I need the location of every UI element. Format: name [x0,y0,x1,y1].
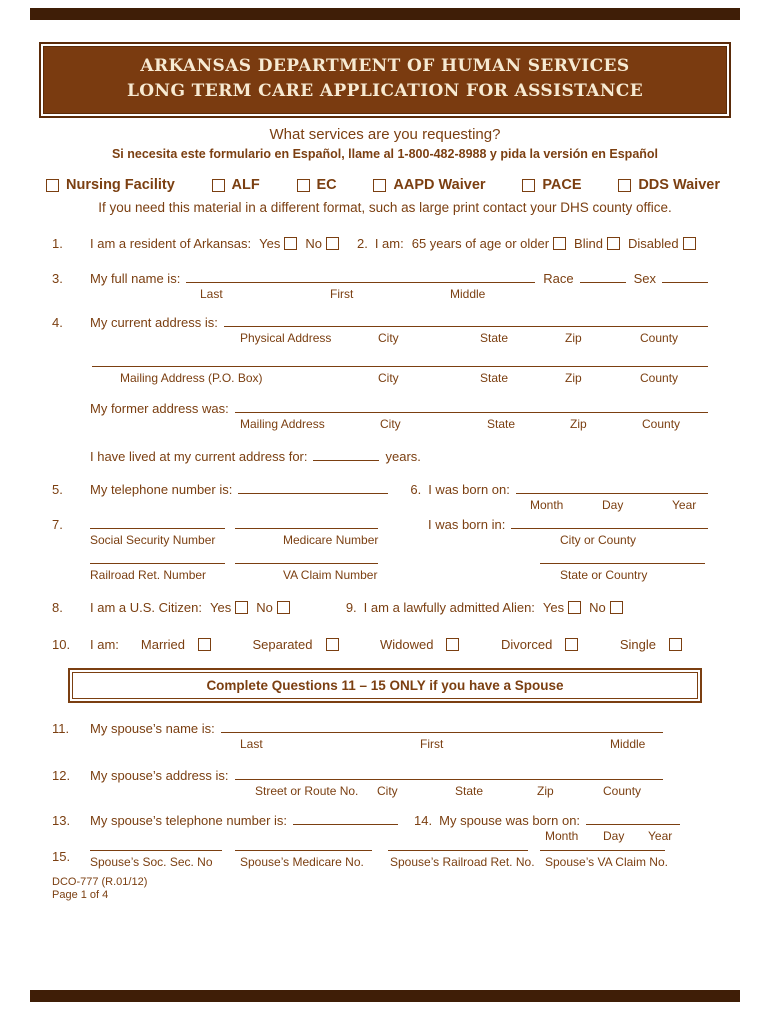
q3-text: My full name is: [90,271,181,286]
label-state: State [480,371,509,385]
label-zip: Zip [565,331,582,345]
label-medicare-number: Medicare Number [283,533,379,547]
form-header-inner [43,46,727,114]
label-spouse-ssn: Spouse’s Soc. Sec. No [90,855,213,869]
service-nursing-facility [46,177,175,193]
q14-number: 14. [414,813,433,828]
spouse-medicare-line[interactable] [235,849,372,851]
label-middle: Middle [610,737,646,751]
spouse-banner-text: Complete Questions 11 – 15 ONLY if you have a Spouse [72,672,698,699]
label-state: State [487,417,516,431]
question-15 [52,849,708,869]
spouse-born-on-line[interactable] [586,823,680,825]
separated-checkbox[interactable] [326,638,339,651]
question-11 [52,721,708,751]
question-12 [52,768,708,798]
q9-number: 9. [345,600,357,615]
divorced-checkbox[interactable] [565,638,578,651]
telephone-line[interactable] [238,492,388,494]
separated-label: Separated [252,637,313,652]
q4-number: 4. [52,315,63,330]
medicare-number-line[interactable] [235,527,378,529]
q1-yes-checkbox[interactable] [284,237,297,250]
state-or-country-line[interactable] [540,562,705,564]
question-3 [52,271,708,301]
divorced-label: Divorced [501,637,553,652]
q2-option-disabled [628,236,696,251]
label-city: City [378,331,399,345]
label-county: County [640,371,679,385]
q10-option-divorced [501,637,578,652]
alf-checkbox[interactable] [212,179,225,192]
service-alf [212,177,260,193]
q9-no-checkbox[interactable] [610,601,623,614]
q2-option-65 [412,236,566,251]
label-city-or-county: City or County [560,533,637,547]
q10-option-married [141,637,211,652]
format-note: If you need this material in a different format, such as large print contact your DHS county office. [98,200,672,215]
pace-label: PACE [542,177,582,193]
spouse-section-banner [68,668,702,703]
form-footer [52,876,770,902]
bottom-border-bar [30,990,740,1002]
label-spouse-va-claim: Spouse’s VA Claim No. [545,855,668,869]
form-number: DCO-777 (R.01/12) [52,876,148,888]
service-pace [522,177,581,193]
aapd-waiver-checkbox[interactable] [373,179,386,192]
q1-number: 1. [52,236,63,251]
q2-number: 2. [356,236,368,251]
q13-number: 13. [52,813,71,828]
top-border-bar [30,8,740,20]
q6-number: 6. [410,482,422,497]
ssn-line[interactable] [90,527,225,529]
q4-lived-suffix: years. [385,449,421,464]
ec-label: EC [316,177,337,193]
services-question: What services are you requesting? [269,126,501,143]
q12-number: 12. [52,768,71,783]
dds-waiver-checkbox[interactable] [618,179,631,192]
q11-text: My spouse’s name is: [90,721,215,736]
nursing-facility-label: Nursing Facility [66,177,175,193]
service-aapd-waiver [373,177,485,193]
q2-option-blind [574,236,620,251]
q1-no-label: No [305,236,322,251]
service-ec [297,177,337,193]
born-on-line[interactable] [516,492,708,494]
label-day: Day [603,829,625,843]
q1-yes [259,236,297,251]
question-7 [52,517,708,582]
q10-text: I am: [90,637,119,652]
label-social-security-number: Social Security Number [90,533,216,547]
label-first: First [420,737,444,751]
label-day: Day [602,498,624,512]
label-city: City [378,371,399,385]
label-state-or-country: State or Country [560,568,648,582]
services-checkbox-row [46,177,720,193]
q5-text: My telephone number is: [90,482,233,497]
nursing-facility-checkbox[interactable] [46,179,59,192]
q1-text: I am a resident of Arkansas: [90,236,252,251]
label-zip: Zip [537,784,554,798]
question-4 [52,315,708,464]
va-claim-number-line[interactable] [235,562,378,564]
q14-text: My spouse was born on: [439,813,581,828]
years-lived-line[interactable] [313,459,379,461]
current-address-line[interactable] [224,325,708,327]
q8-no [256,600,290,615]
widowed-label: Widowed [380,637,434,652]
spouse-address-line[interactable] [235,778,664,780]
spouse-railroad-line[interactable] [388,849,528,851]
q2-disabled-label: Disabled [627,236,679,251]
label-city: City [380,417,401,431]
label-zip: Zip [570,417,587,431]
label-spouse-medicare: Spouse’s Medicare No. [240,855,364,869]
q10-option-widowed [380,637,459,652]
q4-lived-text: I have lived at my current address for: [90,449,308,464]
q12-text: My spouse’s address is: [90,768,229,783]
married-checkbox[interactable] [198,638,211,651]
question-1-2 [52,236,708,251]
label-state: State [455,784,484,798]
q10-option-separated [253,637,339,652]
spanish-note: Si necesita este formulario en Español, llame al 1-800-482-8988 y pida la versión en Español [111,147,659,161]
q15-number: 15. [52,849,71,864]
q5-number: 5. [52,482,63,497]
label-city: City [377,784,398,798]
label-mailing-address: Mailing Address [240,417,325,431]
label-state: State [480,331,509,345]
label-month: Month [530,498,564,512]
q2-text: I am: [374,236,404,251]
q10-number: 10. [52,637,71,652]
q2-blind-checkbox[interactable] [607,237,620,250]
q1-yes-label: Yes [259,236,281,251]
label-county: County [642,417,681,431]
q9-no-label: No [589,600,606,615]
widowed-checkbox[interactable] [446,638,459,651]
q8-yes [210,600,248,615]
q9-text: I am a lawfully admitted Alien: [363,600,535,615]
question-5-6 [52,482,708,512]
spouse-telephone-line[interactable] [293,823,398,825]
q7-number: 7. [52,517,63,532]
label-middle: Middle [450,287,486,301]
q9-yes [543,600,581,615]
spouse-name-line[interactable] [221,731,663,733]
page-number: Page 1 of 4 [52,889,109,901]
q3-number: 3. [52,271,63,286]
q8-yes-label: Yes [209,600,232,615]
q8-yes-checkbox[interactable] [235,601,248,614]
form-header [39,42,731,118]
q9-no [589,600,623,615]
question-13-14 [52,813,708,843]
q2-blind-label: Blind [574,236,603,251]
question-10 [52,637,708,652]
single-checkbox[interactable] [669,638,682,651]
spouse-ssn-line[interactable] [90,849,222,851]
label-last: Last [240,737,263,751]
q1-no-checkbox[interactable] [326,237,339,250]
q4-text: My current address is: [90,315,218,330]
spouse-va-claim-line[interactable] [540,849,665,851]
label-year: Year [648,829,673,843]
q9-yes-label: Yes [542,600,565,615]
label-last: Last [200,287,223,301]
pace-checkbox[interactable] [522,179,535,192]
label-month: Month [545,829,579,843]
label-year: Year [672,498,697,512]
q8-no-checkbox[interactable] [277,601,290,614]
label-street-or-route: Street or Route No. [255,784,359,798]
label-va-claim-number: VA Claim Number [283,568,378,582]
label-first: First [330,287,354,301]
q6-text: I was born on: [428,482,510,497]
alf-label: ALF [231,177,260,193]
service-dds-waiver [618,177,720,193]
label-zip: Zip [565,371,582,385]
question-8-9 [52,600,708,615]
q11-number: 11. [52,721,70,736]
label-railroad-ret-number: Railroad Ret. Number [90,568,207,582]
sex-line[interactable] [662,281,708,283]
q8-text: I am a U.S. Citizen: [90,600,202,615]
label-county: County [603,784,642,798]
q1-no [305,236,339,251]
label-county: County [640,331,679,345]
railroad-ret-number-line[interactable] [90,562,225,564]
q10-option-single [620,637,682,652]
sex-label: Sex [633,271,656,286]
q2-65-label: 65 years of age or older [411,236,550,251]
q7-born-in-text: I was born in: [428,517,506,532]
label-spouse-railroad: Spouse’s Railroad Ret. No. [390,855,535,869]
race-label: Race [543,271,574,286]
race-line[interactable] [580,281,626,283]
born-in-line[interactable] [511,527,708,529]
former-address-line[interactable] [235,411,708,413]
q2-disabled-checkbox[interactable] [683,237,696,250]
aapd-waiver-label: AAPD Waiver [393,177,486,193]
q8-no-label: No [256,600,273,615]
q9-yes-checkbox[interactable] [568,601,581,614]
ec-checkbox[interactable] [297,179,310,192]
form-title-line1: ARKANSAS DEPARTMENT OF HUMAN SERVICES [140,56,630,76]
q13-text: My spouse’s telephone number is: [90,813,288,828]
married-label: Married [140,637,185,652]
single-label: Single [619,637,656,652]
label-physical-address: Physical Address [240,331,332,345]
q4-former-text: My former address was: [90,401,229,416]
full-name-line[interactable] [186,281,535,283]
q8-number: 8. [52,600,63,615]
q2-65-checkbox[interactable] [553,237,566,250]
label-mailing-address-po-box: Mailing Address (P.O. Box) [120,371,263,385]
form-title-line2: LONG TERM CARE APPLICATION FOR ASSISTANCE [126,81,644,101]
dds-waiver-label: DDS Waiver [638,177,720,193]
mailing-address-line[interactable] [92,365,708,367]
